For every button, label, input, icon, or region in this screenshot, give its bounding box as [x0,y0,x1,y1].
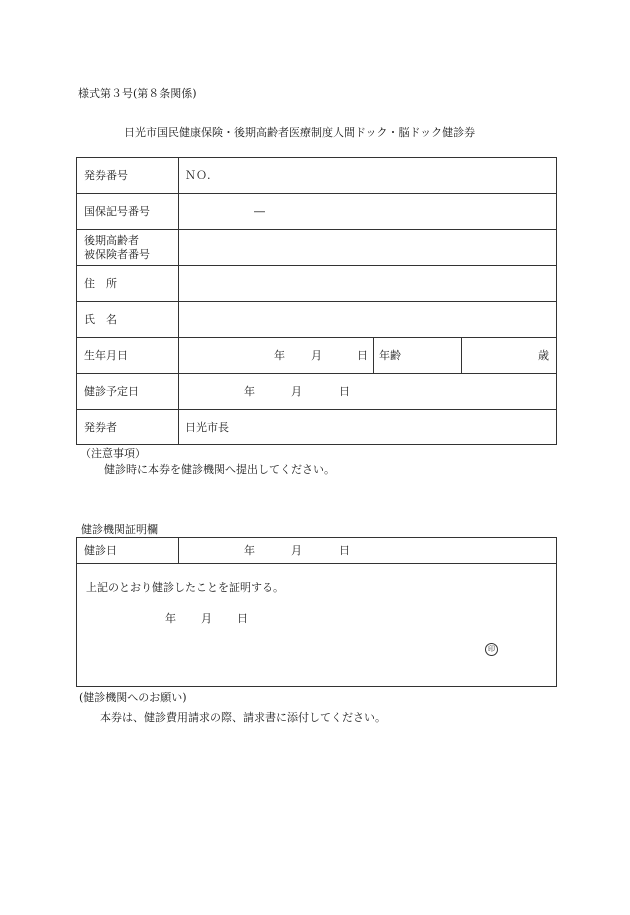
row-issuer [77,410,556,446]
row-insurance-number [77,194,556,230]
row-elderly-insured-number [77,230,556,266]
request-heading: (健診機関へのお願い) [79,691,187,704]
exam-date-divider [178,538,179,563]
certify-month: 月 [201,612,212,625]
exam-month: 月 [291,544,302,557]
certify-day: 日 [237,612,248,625]
elderly-label-line1: 後期高齢者 [84,234,139,247]
form-number: 様式第３号(第８条関係) [78,87,197,100]
insurance-number-label: 国保記号番号 [84,205,150,218]
scheduled-day: 日 [339,385,350,398]
notes-text: 健診時に本券を健診機関へ提出してください。 [104,463,335,476]
row-birthdate [77,338,556,374]
scheduled-year: 年 [244,385,255,398]
row-scheduled-date [77,374,556,410]
exam-date-label: 健診日 [84,544,117,557]
issuer-label: 発券者 [84,421,117,434]
age-divider [373,338,374,373]
address-label: 住 所 [84,277,117,290]
row-issue-number [77,158,556,194]
exam-year: 年 [244,544,255,557]
birth-month: 月 [311,349,322,362]
insurance-number-dash: ― [254,205,265,218]
certify-year: 年 [165,612,176,625]
scheduled-date-label: 健診予定日 [84,385,139,398]
page-title: 日光市国民健康保険・後期高齢者医療制度人間ドック・脳ドック健診券 [124,126,476,139]
scheduled-month: 月 [291,385,302,398]
institution-table [76,537,557,687]
elderly-label-line2: 被保険者番号 [84,248,150,261]
row-name [77,302,556,338]
certify-text: 上記のとおり健診したことを証明する。 [86,581,284,594]
birth-year: 年 [274,349,285,362]
seal-mark-icon: 印 [485,643,498,656]
request-text: 本券は、健診費用請求の際、請求書に添付してください。 [100,711,386,724]
institution-heading: 健診機関証明欄 [81,523,158,536]
issue-number-label: 発券番号 [84,169,128,182]
birth-day: 日 [357,349,368,362]
issue-number-value: ＮＯ. [185,169,211,182]
row-exam-date [77,538,556,564]
ticket-table [76,157,557,445]
notes-heading: （注意事項） [80,447,146,460]
age-unit: 歳 [538,349,549,362]
name-label: 氏 名 [84,313,117,326]
issuer-value: 日光市長 [185,421,229,434]
exam-day: 日 [339,544,350,557]
age-label: 年齢 [379,349,401,362]
birthdate-label: 生年月日 [84,349,128,362]
row-address [77,266,556,302]
age-value-divider [461,338,462,373]
